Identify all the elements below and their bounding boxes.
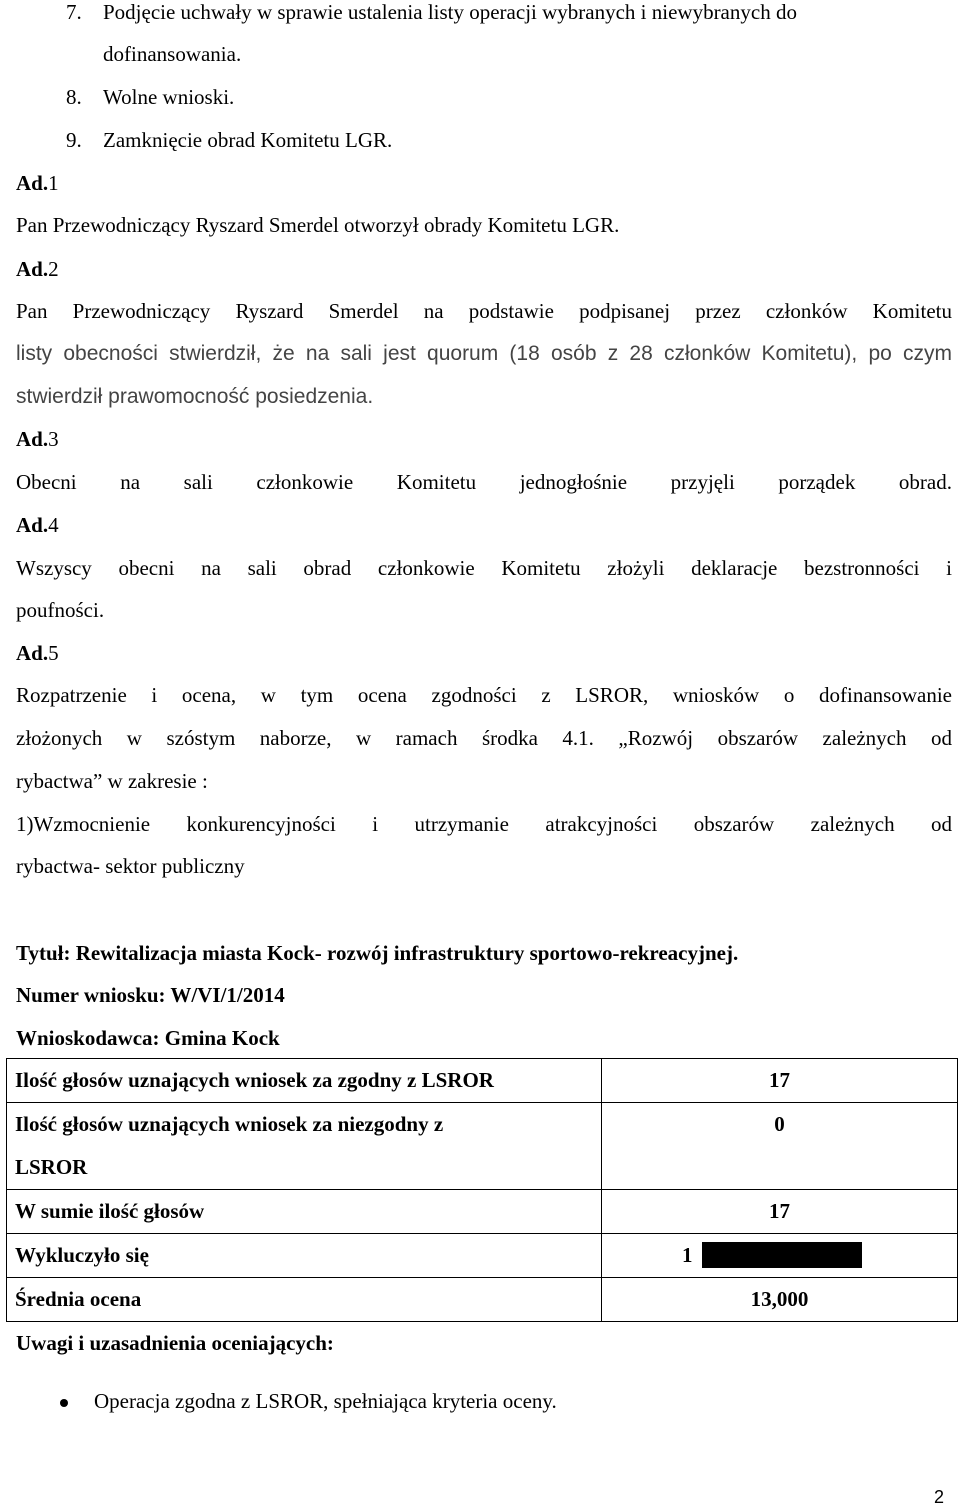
redaction-block <box>702 1242 862 1268</box>
ad2-heading: Ad.2 <box>16 257 59 281</box>
ad5-line: rybactwa” w zakresie : <box>16 769 208 793</box>
ad5-line: 1)Wzmocnienie konkurencyjności i utrzymanie atrakcyjności obszarów zależnych od <box>16 812 952 836</box>
ad2-line: stwierdził prawomocność posiedzenia. <box>16 385 374 408</box>
votes-label: Wykluczyło się <box>7 1234 602 1278</box>
agenda-number: 9. <box>66 128 82 152</box>
agenda-item-text: Wolne wnioski. <box>103 85 235 109</box>
list-item <box>60 1388 557 1414</box>
page-number: 2 <box>933 1487 944 1507</box>
ad5-line: rybactwa- sektor publiczny <box>16 854 245 878</box>
ad2-line: Pan Przewodniczący Ryszard Smerdel na podstawie podpisanej przez członków Komitetu <box>16 299 952 323</box>
agenda-item-continuation: dofinansowania. <box>103 42 242 66</box>
table-row <box>7 1103 958 1190</box>
agenda-item-text: Zamknięcie obrad Komitetu LGR. <box>103 128 393 152</box>
applicant: Wnioskodawca: Gmina Kock <box>16 1026 280 1050</box>
votes-label: Ilość głosów uznających wniosek za niezgodny z LSROR <box>7 1103 602 1190</box>
ad5-line: złożonych w szóstym naborze, w ramach środka 4.1. „Rozwój obszarów zależnych od <box>16 726 952 750</box>
bullet-icon <box>60 1399 68 1407</box>
application-title: Tytuł: Rewitalizacja miasta Kock- rozwój infrastruktury sportowo-rekreacyjnej. <box>16 941 739 965</box>
agenda-number: 8. <box>66 85 82 109</box>
ad3-text: Obecni na sali członkowie Komitetu jednogłośnie przyjęli porządek obrad. <box>16 470 952 494</box>
votes-value-cell <box>602 1234 958 1278</box>
ad4-line: poufności. <box>16 598 105 622</box>
remark-text: Operacja zgodna z LSROR, spełniająca kryteria oceny. <box>94 1389 557 1413</box>
table-row <box>7 1059 958 1103</box>
table-row <box>7 1234 958 1278</box>
ad1-heading: Ad.1 <box>16 171 59 195</box>
ad5-line: Rozpatrzenie i ocena, w tym ocena zgodności z LSROR, wniosków o dofinansowanie <box>16 683 952 707</box>
table-row <box>7 1278 958 1322</box>
application-number: Numer wniosku: W/VI/1/2014 <box>16 983 285 1007</box>
votes-value: 1 <box>682 1243 693 1267</box>
agenda-item-text: Podjęcie uchwały w sprawie ustalenia listy operacji wybranych i niewybranych do <box>103 0 797 24</box>
votes-label: Średnia ocena <box>7 1278 602 1322</box>
votes-value: 17 <box>602 1190 958 1234</box>
votes-value: 13,000 <box>602 1278 958 1322</box>
table-row <box>7 1190 958 1234</box>
ad4-heading: Ad.4 <box>16 513 59 537</box>
ad2-line: listy obecności stwierdził, że na sali jest quorum (18 osób z 28 członków Komitetu), po czym <box>16 342 952 365</box>
ad4-line: Wszyscy obecni na sali obrad członkowie Komitetu złożyli deklaracje bezstronności i <box>16 556 952 580</box>
remarks-heading: Uwagi i uzasadnienia oceniających: <box>16 1331 334 1355</box>
votes-value: 0 <box>602 1103 958 1190</box>
votes-label: W sumie ilość głosów <box>7 1190 602 1234</box>
ad5-heading: Ad.5 <box>16 641 59 665</box>
ad3-heading: Ad.3 <box>16 427 59 451</box>
votes-table <box>6 1058 958 1322</box>
agenda-number: 7. <box>66 0 82 24</box>
votes-label: Ilość głosów uznających wniosek za zgodny z LSROR <box>7 1059 602 1103</box>
ad1-text: Pan Przewodniczący Ryszard Smerdel otworzył obrady Komitetu LGR. <box>16 213 620 237</box>
votes-value: 17 <box>602 1059 958 1103</box>
